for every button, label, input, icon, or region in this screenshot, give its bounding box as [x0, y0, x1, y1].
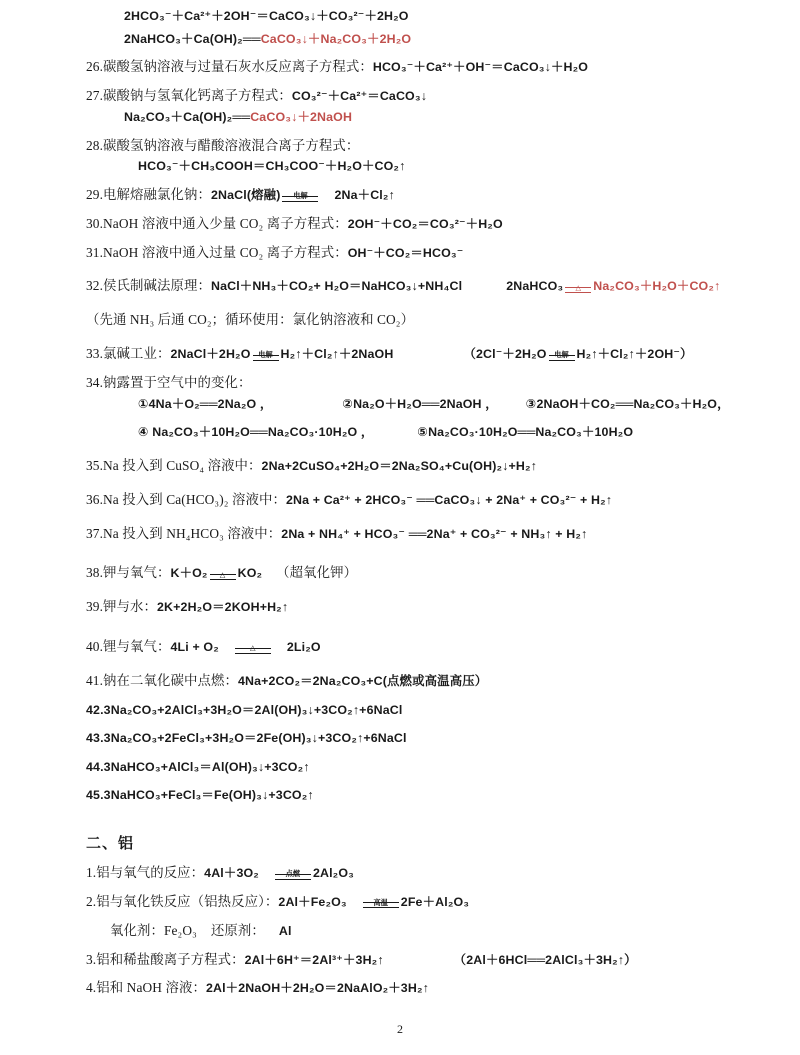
item-label: 2.铝与氧化铁反应（铝热反应）：: [86, 893, 279, 909]
list-item-28: [86, 138, 740, 154]
reaction-condition-label: 电解: [554, 350, 569, 360]
item-equation: 2Al＋6H⁺＝2Al³⁺＋3H₂↑: [244, 952, 384, 967]
list-item-al-3: [86, 952, 740, 968]
item-label: 40.锂与氧气：: [86, 638, 171, 654]
reaction-condition-label: △: [219, 569, 226, 579]
reaction-condition-label: 电解: [258, 350, 273, 360]
item-equation: 42.3Na₂CO₃+2AlCl₃+3H₂O＝2Al(OH)₃↓+3CO₂↑+6NaCl: [86, 702, 403, 717]
arrow-rule: [549, 355, 575, 361]
equation-text: Na₂CO₃＋Ca(OH)₂══: [124, 109, 251, 124]
list-item-44: [86, 759, 740, 775]
equation-right: 2Li₂O: [286, 639, 321, 654]
item-equation: 4Na+2CO₂＝2Na₂CO₃+C(点燃或高温高压）: [237, 673, 488, 688]
list-item-26: [86, 59, 740, 75]
list-item-41: [86, 673, 740, 689]
list-item-27-molecular: [86, 109, 740, 125]
item-label: 34.钠露置于空气中的变化：: [86, 374, 252, 390]
item-equation-parenthetical: （2Al＋6HCl══2AlCl₃＋3H₂↑）: [453, 952, 637, 967]
reaction-condition-arrow: [549, 348, 575, 361]
equation-left: 2NaCl(熔融): [210, 187, 281, 202]
item-label: 35.Na 投入到 CuSO₄ 溶液中：: [86, 457, 262, 473]
item-label: 38.钾与氧气：: [86, 565, 171, 581]
list-item-36: [86, 492, 740, 508]
item-equation: HCO₃⁻＋Ca²⁺＋OH⁻＝CaCO₃↓＋H₂O: [372, 60, 589, 75]
sub-equation-5: ⑤Na₂CO₃·10H₂O══Na₂CO₃＋10H₂O: [417, 425, 634, 440]
equation-right: 2Na＋Cl₂↑: [334, 187, 395, 202]
item-label: 37.Na 投入到 NH₄HCO₃ 溶液中：: [86, 525, 282, 541]
note-text: （先通 NH₃ 后通 CO₂；循环使用：氯化钠溶液和 CO₂）: [86, 312, 415, 328]
item-equation: 2Na + NH₄⁺ + HCO₃⁻ ══2Na⁺ + CO₃²⁻ + NH₃↑ + H₂↑: [281, 526, 588, 541]
list-item-28-equation: [86, 158, 740, 174]
list-item-30: [86, 216, 740, 232]
reaction-condition-label: 点燃: [285, 869, 301, 879]
item-equation: 45.3NaHCO₃+FeCl₃＝Fe(OH)₃↓+3CO₂↑: [86, 788, 314, 803]
list-item-31: [86, 245, 740, 261]
arrow-rule: [565, 287, 591, 293]
reaction-condition-label: 高温: [373, 898, 389, 908]
equation-left: 4Al＋3O₂: [204, 866, 259, 881]
equation-line: [86, 8, 740, 24]
item-label: 39.钾与水：: [86, 599, 158, 615]
list-item-al-2-note: [86, 923, 740, 939]
item-label: 29.电解熔融氯化钠：: [86, 186, 211, 202]
list-item-33: [86, 346, 740, 362]
sub-equation-2: ②Na₂O＋H₂O══2NaOH ，: [342, 396, 498, 411]
item-equation-first: NaCl＋NH₃＋CO₂+ H₂O＝NaHCO₃↓+NH₄Cl: [210, 279, 463, 294]
item-label: 32.侯氏制碱法原理：: [86, 278, 211, 294]
item-equation: 2Na+2CuSO₄+2H₂O＝2Na₂SO₄+Cu(OH)₂↓+H₂↑: [261, 458, 537, 473]
equation-line: [86, 31, 740, 47]
section-spacer: [86, 810, 740, 832]
item-equation: HCO₃⁻＋CH₃COOH＝CH₃COO⁻＋H₂O＋CO₂↑: [138, 159, 406, 174]
list-item-29: [86, 187, 740, 203]
equation-left: 2Al＋Fe₂O₃: [278, 894, 347, 909]
equation-text: 2HCO₃⁻＋Ca²⁺＋2OH⁻＝CaCO₃↓＋CO₃²⁻＋2H₂O: [124, 9, 409, 23]
reductant-note-value: Al: [278, 923, 292, 938]
page-number: 2: [397, 1022, 403, 1036]
sub-equation-1: ①4Na＋O₂══2Na₂O ，: [138, 396, 273, 411]
reaction-condition-label: 电解: [293, 191, 308, 201]
item-label: 26.碳酸氢钠溶液与过量石灰水反应离子方程式：: [86, 59, 373, 75]
item-label: 31.NaOH 溶液中通入过量 CO₂ 离子方程式：: [86, 244, 348, 260]
equation-right: KO₂: [237, 566, 263, 581]
item-label: 1.铝与氧气的反应：: [86, 865, 205, 881]
reaction-condition-label: △: [575, 282, 582, 292]
list-item-38: [86, 565, 740, 581]
item-equation: 2Al＋2NaOH＋2H₂O＝2NaAlO₂＋3H₂↑: [205, 981, 429, 996]
reductant-note-label: 还原剂：: [210, 922, 265, 938]
item-equation: 2OH⁻＋CO₂＝CO₃²⁻＋H₂O: [347, 216, 503, 231]
list-item-34-row-a: [86, 396, 740, 412]
item-equation: CO₃²⁻＋Ca²⁺＝CaCO₃↓: [291, 89, 428, 104]
equation-text-highlight: CaCO₃↓＋Na₂CO₃＋2H₂O: [260, 31, 412, 46]
equation-right: 2Al₂O₃: [312, 866, 354, 881]
list-item-34: [86, 375, 740, 391]
list-item-42: [86, 702, 740, 718]
note-text: （超氧化钾）: [276, 565, 358, 581]
equation-left: 2NaCl＋2H₂O: [170, 347, 251, 361]
parenthetical-left: （2Cl⁻＋2H₂O: [463, 347, 547, 361]
item-equation: 44.3NaHCO₃+AlCl₃＝Al(OH)₃↓+3CO₂↑: [86, 759, 310, 774]
section-heading-aluminium: 二、铝: [86, 836, 135, 853]
parenthetical-right: H₂↑＋Cl₂↑＋2OH⁻）: [576, 347, 693, 361]
list-item-27: [86, 88, 740, 104]
reaction-condition-arrow: [363, 896, 399, 909]
equation-left: 4Li + O₂: [170, 639, 219, 654]
item-equation: 2K+2H₂O＝2KOH+H₂↑: [157, 600, 289, 615]
reaction-condition-arrow: [282, 189, 318, 202]
item-equation-second-right: Na₂CO₃＋H₂O＋CO₂↑: [593, 279, 721, 294]
item-equation: OH⁻＋CO₂＝HCO₃⁻: [347, 245, 464, 260]
arrow-rule: [253, 355, 279, 361]
reaction-condition-arrow: [275, 867, 311, 880]
list-item-40: [86, 639, 740, 655]
list-item-al-4: [86, 980, 740, 996]
reaction-condition-arrow: [235, 641, 271, 654]
equation-left: K＋O₂: [170, 566, 208, 581]
equation-right: 2Fe＋Al₂O₃: [400, 894, 470, 909]
reaction-condition-label: △: [250, 643, 256, 653]
arrow-rule: [210, 574, 236, 580]
equation-right: H₂↑＋Cl₂↑＋2NaOH: [280, 347, 394, 361]
item-label: 36.Na 投入到 Ca(HCO₃)₂ 溶液中：: [86, 491, 286, 507]
list-item-32-note: [86, 312, 740, 328]
item-label: 28.碳酸氢钠溶液与醋酸溶液混合离子方程式：: [86, 137, 360, 153]
reaction-condition-arrow: [565, 281, 591, 294]
sub-equation-3: ③2NaOH＋CO₂══Na₂CO₃＋H₂O，: [525, 396, 730, 411]
list-item-al-1: [86, 865, 740, 881]
list-item-45: [86, 787, 740, 803]
list-item-37: [86, 526, 740, 542]
sub-equation-4: ④ Na₂CO₃＋10H₂O══Na₂CO₃·10H₂O ，: [138, 425, 374, 440]
item-equation: 43.3Na₂CO₃+2FeCl₃+3H₂O＝2Fe(OH)₃↓+3CO₂↑+6NaCl: [86, 731, 407, 746]
reaction-condition-arrow: [210, 568, 236, 581]
item-equation-second-left: 2NaHCO₃: [506, 279, 564, 294]
oxidant-note: 氧化剂：Fe₂O₃: [110, 922, 197, 938]
item-label: 3.铝和稀盐酸离子方程式：: [86, 951, 245, 967]
item-label: 4.铝和 NaOH 溶液：: [86, 980, 206, 996]
equation-text-highlight: CaCO₃↓＋2NaOH: [250, 109, 353, 124]
item-label: 41.钠在二氧化碳中点燃：: [86, 672, 238, 688]
list-item-al-2: [86, 894, 740, 910]
list-item-35: [86, 458, 740, 474]
list-item-39: [86, 599, 740, 615]
list-item-34-row-b: [86, 424, 740, 440]
arrow-rule: [363, 902, 399, 908]
arrow-rule: [235, 648, 271, 654]
arrow-rule: [282, 196, 318, 202]
arrow-rule: [275, 874, 311, 880]
item-label: 30.NaOH 溶液中通入少量 CO₂ 离子方程式：: [86, 215, 348, 231]
list-item-32: [86, 278, 740, 294]
reaction-condition-arrow: [253, 348, 279, 361]
equation-text: 2NaHCO₃＋Ca(OH)₂══: [124, 31, 261, 46]
item-label: 33.氯碱工业：: [86, 346, 171, 361]
item-label: 27.碳酸钠与氢氧化钙离子方程式：: [86, 88, 292, 104]
list-item-43: [86, 730, 740, 746]
item-equation: 2Na + Ca²⁺ + 2HCO₃⁻ ══CaCO₃↓ + 2Na⁺ + CO₃²⁻ + H₂↑: [285, 492, 613, 507]
